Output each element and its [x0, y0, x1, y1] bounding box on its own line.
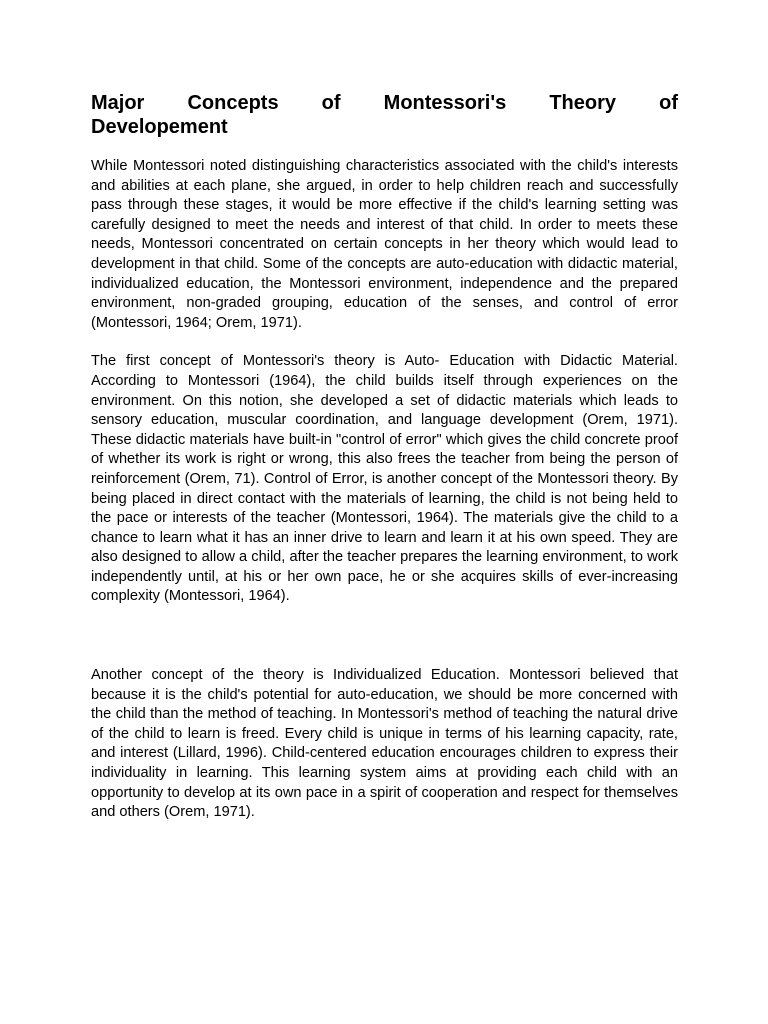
document-title	[91, 91, 678, 139]
title-line-2: Developement	[91, 116, 228, 138]
paragraph-intro: While Montessori noted distinguishing characteristics associated with the child's interests and abilities at each plane, she argued, in order to help children reach and successfully pass through these stages, it would be more effective if the child's learning setting was carefully designed to meet the needs and interest of that child. In order to meets these needs, Montessori concentrated on certain concepts in her theory which would lead to development in that child. Some of the concepts are auto-education with didactic material, individualized education, the Montessori environment, independence and the prepared environment, non-graded grouping, education of the senses, and control of error (Montessori, 1964; Orem, 1971).	[91, 158, 678, 331]
title-line-1: Major Concepts of Montessori's Theory of	[91, 92, 678, 114]
paragraph-auto-education: The first concept of Montessori's theory is Auto- Education with Didactic Material. According to Montessori (1964), the child builds itself through experiences on the environment. On this notion, she developed a set of didactic materials which leads to sensory education, muscular coordination, and language development (Orem, 1971). These didactic materials have built-in "control of error" which gives the child concrete proof of whether its work is right or wrong, this also frees the teacher from being the person of reinforcement (Orem, 71). Control of Error, is another concept of the Montessori theory. By being placed in direct contact with the materials of learning, the child is not being held to the pace or interests of the teacher (Montessori, 1964). The materials give the child to a chance to learn what it has an inner drive to learn and learn it at his own speed. They are also designed to allow a child, after the teacher prepares the learning environment, to work independently until, at his or her own pace, he or she acquires skills of ever-increasing complexity (Montessori, 1964).	[91, 353, 678, 605]
paragraph-individualized-education: Another concept of the theory is Individualized Education. Montessori believed that because it is the child's potential for auto-education, we should be more concerned with the child than the method of teaching. In Montessori's method of teaching the natural drive of the child to learn is freed. Every child is unique in terms of his learning capacity, rate, and interest (Lillard, 1996). Child-centered education encourages children to express their individuality in learning. This learning system aims at providing each child with an opportunity to develop at its own pace in a spirit of cooperation and respect for themselves and others (Orem, 1971).	[91, 667, 678, 821]
document-page	[91, 91, 678, 823]
